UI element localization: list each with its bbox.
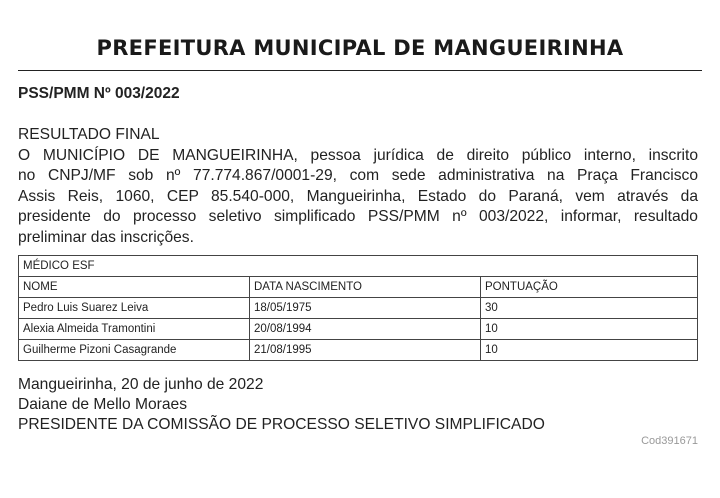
column-header-name: NOME <box>19 277 250 298</box>
cell-name: Alexia Almeida Tramontini <box>19 319 250 340</box>
column-header-birthdate: DATA NASCIMENTO <box>250 277 481 298</box>
cell-score: 30 <box>481 298 698 319</box>
body-line: Assis Reis, 1060, CEP 85.540-000, Mangueirinha, Estado do Paraná, vem através da <box>18 187 698 205</box>
body-line: presidente do processo seletivo simplificado PSS/PMM nº 003/2022, informar, resultado <box>18 208 698 225</box>
document-body <box>18 125 698 248</box>
cell-score: 10 <box>481 319 698 340</box>
place-date: Mangueirinha, 20 de junho de 2022 <box>18 376 264 393</box>
table-row <box>19 298 698 319</box>
table-header-row <box>19 277 698 298</box>
column-header-score: PONTUAÇÃO <box>481 277 698 298</box>
table-row <box>19 319 698 340</box>
results-table <box>18 255 698 361</box>
signer-role: PRESIDENTE DA COMISSÃO DE PROCESSO SELETIVO SIMPLIFICADO <box>18 416 545 433</box>
section-heading: RESULTADO FINAL <box>18 126 160 143</box>
cell-name: Pedro Luis Suarez Leiva <box>19 298 250 319</box>
signer-name: Daiane de Mello Moraes <box>18 396 188 413</box>
body-line: preliminar das inscrições. <box>18 228 194 246</box>
signature-block <box>18 375 545 435</box>
cell-name: Guilherme Pizoni Casagrande <box>19 340 250 361</box>
body-line: O MUNICÍPIO DE MANGUEIRINHA, pessoa jurídica de direito público interno, inscrito <box>18 146 698 164</box>
cell-birthdate: 21/08/1995 <box>250 340 481 361</box>
page-title: PREFEITURA MUNICIPAL DE MANGUEIRINHA <box>96 36 624 60</box>
title-divider <box>18 70 702 71</box>
table-section-row <box>19 256 698 277</box>
publication-code: Cod391671 <box>641 435 698 447</box>
document-number: PSS/PMM Nº 003/2022 <box>18 85 180 102</box>
body-line: no CNPJ/MF sob nº 77.774.867/0001-29, com sede administrativa na Praça Francisco <box>18 167 698 184</box>
cell-birthdate: 18/05/1975 <box>250 298 481 319</box>
table-row <box>19 340 698 361</box>
cell-score: 10 <box>481 340 698 361</box>
table-section-title: MÉDICO ESF <box>19 256 698 277</box>
cell-birthdate: 20/08/1994 <box>250 319 481 340</box>
